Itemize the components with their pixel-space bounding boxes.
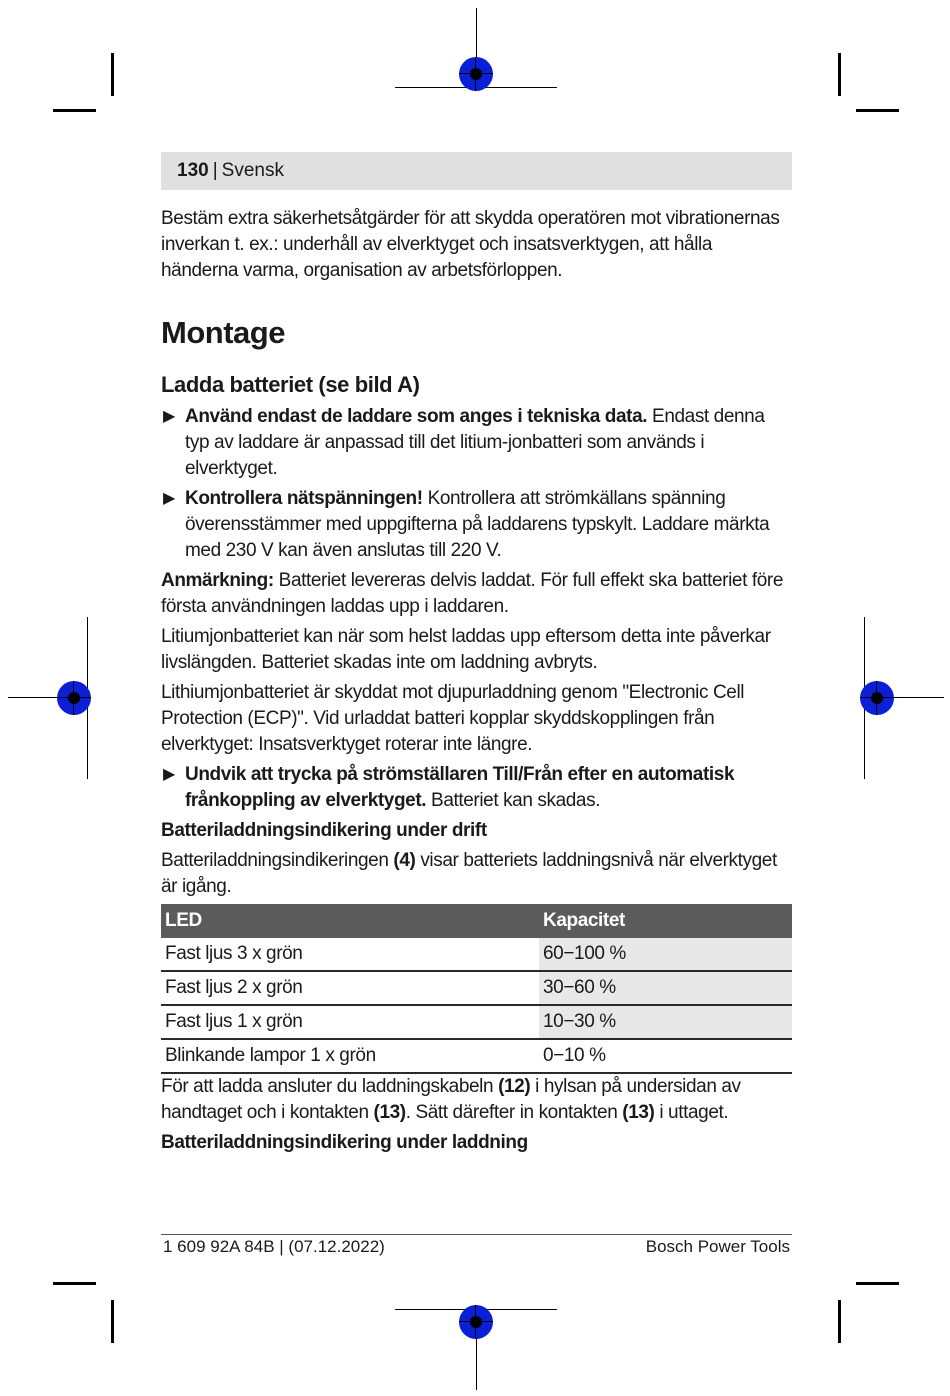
charge-text-part: i uttaget. <box>659 1102 729 1123</box>
bullet-item <box>161 762 792 814</box>
bullet-text: Endast denna typ av laddare är anpassad till det litium-jonbatteri som används i elverktyget. <box>185 406 765 479</box>
registration-line <box>476 1330 477 1390</box>
crop-mark <box>111 53 114 96</box>
heading-drift: Batteriladdningsindikering under drift <box>161 820 487 841</box>
paragraph-charging <box>161 1074 792 1126</box>
crop-mark <box>838 53 841 96</box>
section-title: Montage <box>161 315 285 350</box>
crop-mark <box>53 1282 96 1285</box>
table-cell-led: Fast ljus 2 x grön <box>161 971 539 1005</box>
registration-target-icon <box>860 681 894 715</box>
header-language: Svensk <box>221 160 284 181</box>
table-cell-capacity: 60−100 % <box>539 938 792 971</box>
subsection-title: Ladda batteriet (se bild A) <box>161 372 420 397</box>
capacity-table <box>161 904 792 1074</box>
table-row <box>161 971 792 1005</box>
bullet-triangle-icon: ▶ <box>163 408 175 425</box>
drift-text-part: visar batteriets laddningsnivå när elverktyget är igång. <box>161 850 777 897</box>
crop-mark <box>856 1282 899 1285</box>
bullet-bold: Kontrollera nätspänningen! <box>185 488 423 509</box>
bullet-text: Kontrollera att strömkällans spänning överensstämmer med uppgifterna på laddarens typskylt. Laddare märkta med 230 V kan även anslutas till 220 V. <box>185 488 770 561</box>
page-header <box>161 152 792 190</box>
registration-target-icon <box>459 57 493 91</box>
charge-text-part: i hylsan på undersidan av handtaget och i kontakten <box>161 1076 741 1123</box>
crop-mark <box>111 1300 114 1343</box>
note-paragraph <box>161 568 792 620</box>
page-number: 130 <box>177 160 209 181</box>
table-row <box>161 938 792 971</box>
table-header-capacity: Kapacitet <box>539 904 792 938</box>
intro-paragraph: Bestäm extra säkerhetsåtgärder för att skydda operatören mot vibrationernas inverkan t. ex.: underhåll av elverktyget och insatsverktygen, att hålla händerna varma, organisation av arbetsförloppen. <box>161 208 780 281</box>
bullet-bold: Använd endast de laddare som anges i tekniska data. <box>185 406 648 427</box>
bullet-item <box>161 486 792 564</box>
footer-divider <box>161 1234 792 1235</box>
table-cell-capacity: 30−60 % <box>539 971 792 1005</box>
paragraph-lithium-charge: Litiumjonbatteriet kan när som helst laddas upp eftersom detta inte påverkar livslängden. Batteriet skadas inte om laddning avbryts. <box>161 626 771 673</box>
table-cell-capacity: 10−30 % <box>539 1005 792 1039</box>
footer-brand: Bosch Power Tools <box>645 1237 790 1256</box>
table-header-row <box>161 904 792 938</box>
note-label: Anmärkning: <box>161 570 274 591</box>
bullet-triangle-icon: ▶ <box>163 766 175 783</box>
footer-doc-number: 1 609 92A 84B | (07.12.2022) <box>163 1237 385 1256</box>
table-row <box>161 1039 792 1073</box>
registration-target-icon <box>57 681 91 715</box>
header-separator: | <box>212 160 218 181</box>
charge-text-part: . Sätt därefter in kontakten <box>405 1102 618 1123</box>
bullet-text: Batteriet kan skadas. <box>431 790 601 811</box>
paragraph-ecp: Lithiumjonbatteriet är skyddat mot djupurladdning genom "Electronic Cell Protection (ECP)". Vid urladdat batteri kopplar skyddskopplingen från elverktyget: Insatsverktyget roterar inte längre. <box>161 682 745 755</box>
drift-text-part: Batteriladdningsindikeringen <box>161 850 389 871</box>
bullet-bold: Undvik att trycka på strömställaren Till/Från efter en automatisk frånkoppling av elverktyget. <box>185 764 735 811</box>
charge-ref: (12) <box>498 1076 531 1097</box>
heading-charging: Batteriladdningsindikering under laddning <box>161 1132 528 1153</box>
bullet-item <box>161 404 792 482</box>
note-text: Batteriet levereras delvis laddat. För full effekt ska batteriet före första användningen laddas upp i laddaren. <box>161 570 783 617</box>
drift-ref: (4) <box>393 850 416 871</box>
table-cell-led: Fast ljus 3 x grön <box>161 938 539 971</box>
paragraph-drift <box>161 848 792 900</box>
crop-mark <box>53 109 96 112</box>
charge-ref: (13) <box>622 1102 655 1123</box>
charge-text-part: För att ladda ansluter du laddningskabeln <box>161 1076 494 1097</box>
table-row <box>161 1005 792 1039</box>
table-cell-led: Blinkande lampor 1 x grön <box>161 1039 539 1073</box>
crop-mark <box>838 1300 841 1343</box>
bullet-triangle-icon: ▶ <box>163 490 175 507</box>
page-content <box>161 206 792 1156</box>
registration-target-icon <box>459 1305 493 1339</box>
charge-ref: (13) <box>373 1102 406 1123</box>
table-cell-capacity: 0−10 % <box>539 1039 792 1073</box>
table-cell-led: Fast ljus 1 x grön <box>161 1005 539 1039</box>
table-header-led: LED <box>161 904 539 938</box>
crop-mark <box>856 109 899 112</box>
